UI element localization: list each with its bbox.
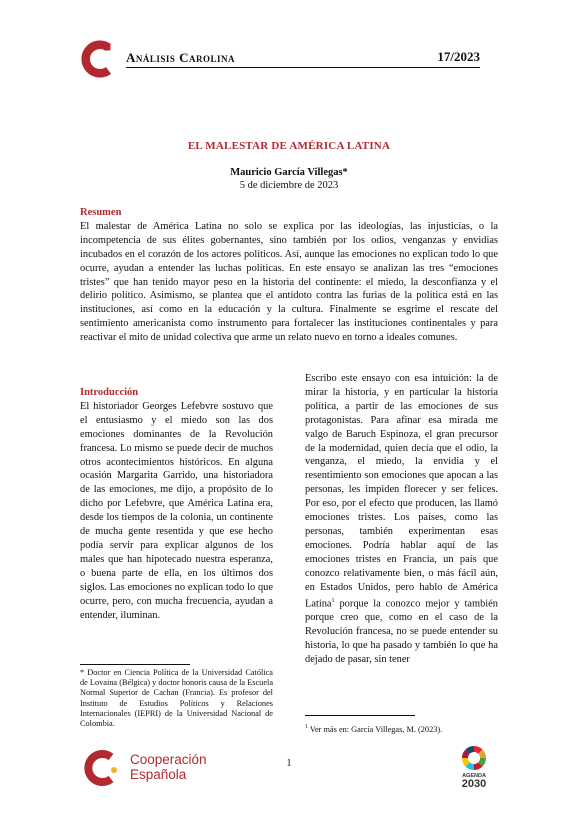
abstract-heading: Resumen xyxy=(80,207,122,218)
page-header xyxy=(80,40,480,80)
cooperacion-text xyxy=(130,752,207,782)
agenda-label: AGENDA xyxy=(462,773,486,779)
author-footnote: * Doctor en Ciencia Política de la Universidad Católica de Lovaina (Bélgica) y doctor honoris causa de la Escuela Normal Superior de Cachan (Francia). Es profesor del Instituto de Estudios Políticos y Relaciones Internacionales (IEPRI) de la Universidad Nacional de Colombia. xyxy=(80,668,273,729)
intro-right-text-a: Escribo este ensayo con esa intuición: la de mirar la historia, y en particular la historia política, a partir de las emociones de sus protagonistas. Para afinar esa mirada me valgo de Baruch Espinoza, el gran precursor de la modernidad, quien decía que el odio, la venganza, el miedo, la envidia y el resentimiento son emociones que apocan a las personas, les impiden florecer y ser felices. Por eso, por el efecto que producen, las llamó emociones tristes. Los países, como las personas, también experimentan esas emociones. Podría hablar aquí de las emociones tristes en Francia, un país que conozco relativamente bien, o más fácil aún, en Estados Unidos, pero hablo de América Latina xyxy=(305,373,498,609)
fundacion-carolina-logo xyxy=(80,40,118,78)
intro-left-text: El historiador Georges Lefebvre sostuvo que el entusiasmo y el miedo son las dos emociones dominantes de la Revolución francesa. Lo mismo se puede decir de muchos otros acontecimientos históricos. En alguna ocasión Margarita Garrido, una historiadora de las emociones, me dijo, a propósito de lo dicho por Lefebvre, que América Latina era, desde los tiempos de la colonia, un continente de mucha gente resentida y que ese hecho podía servir para explicar algunos de los males que han hipotecado nuestra esperanza, o buena parte de ella, en los últimos dos siglos. Las emociones no explican todo lo que ocurre, pero, con mucha frecuencia, ayudan a entender, iluminan. xyxy=(80,400,273,621)
article-author: Mauricio García Villegas* xyxy=(230,167,348,178)
issue-number: 17/2023 xyxy=(437,49,480,64)
intro-heading: Introducción xyxy=(80,387,139,398)
header-rule xyxy=(126,67,480,68)
abstract-text: El malestar de América Latina no solo se explica por las ideologías, las injusticias, o la incompetencia de sus élites gobernantes, sino también por los odios, venganzas y envidias incubados en el corazón de los actores políticos. Así, aunque las emociones no explican todo lo que ocurre, ayudan a entender las luchas políticas. En este ensayo se analizan las tres “emociones tristes” que han tenido mayor peso en la historia del continente: el miedo, la desconfianza y el delirio político. Asimismo, se plantea que el antídoto contra las furias de la política está en las instituciones, así como en la educación y la cultura. Finalmente se esgrime el rescate del sentimiento americanista como instrumento para fortalecer las instituciones continentales y para reactivar el mito de unidad colectiva que arme un relato nuevo en torno a ideales comunes. xyxy=(80,220,498,344)
coop-line2: Española xyxy=(130,767,187,782)
agenda-year: 2030 xyxy=(461,778,487,790)
sdg-wheel-icon xyxy=(452,745,496,773)
footnote-1 xyxy=(305,722,498,735)
cooperacion-c-icon xyxy=(82,748,122,788)
footnote-1-number: 1 xyxy=(305,724,308,730)
abstract-section xyxy=(80,206,498,345)
header-title: Análisis Carolina xyxy=(126,50,236,65)
article-title: EL MALESTAR DE AMÉRICA LATINA xyxy=(187,140,391,152)
agenda-2030-logo xyxy=(452,745,496,791)
cooperacion-espanola-logo xyxy=(82,748,232,788)
footnote-1-text: Ver más en: García Villegas, M. (2023). xyxy=(308,724,443,734)
right-column xyxy=(305,372,498,667)
left-column xyxy=(80,386,273,622)
page-number: 1 xyxy=(286,758,292,769)
intro-right-text-b: porque la conozco mejor y también porque creo que, como en el caso de la Revolución francesa, no se puede entender su historia, lo que ha pasado y también lo que ha dejado de pasar, sin tener xyxy=(305,597,498,665)
footnote-ref: 1 xyxy=(331,597,335,604)
intro-right-paragraph xyxy=(305,372,498,667)
coop-line1: Cooperación xyxy=(130,752,207,767)
footnote-rule-left xyxy=(80,664,190,665)
article-date: 5 de diciembre de 2023 xyxy=(239,180,339,191)
footnote-rule-right xyxy=(305,715,415,716)
